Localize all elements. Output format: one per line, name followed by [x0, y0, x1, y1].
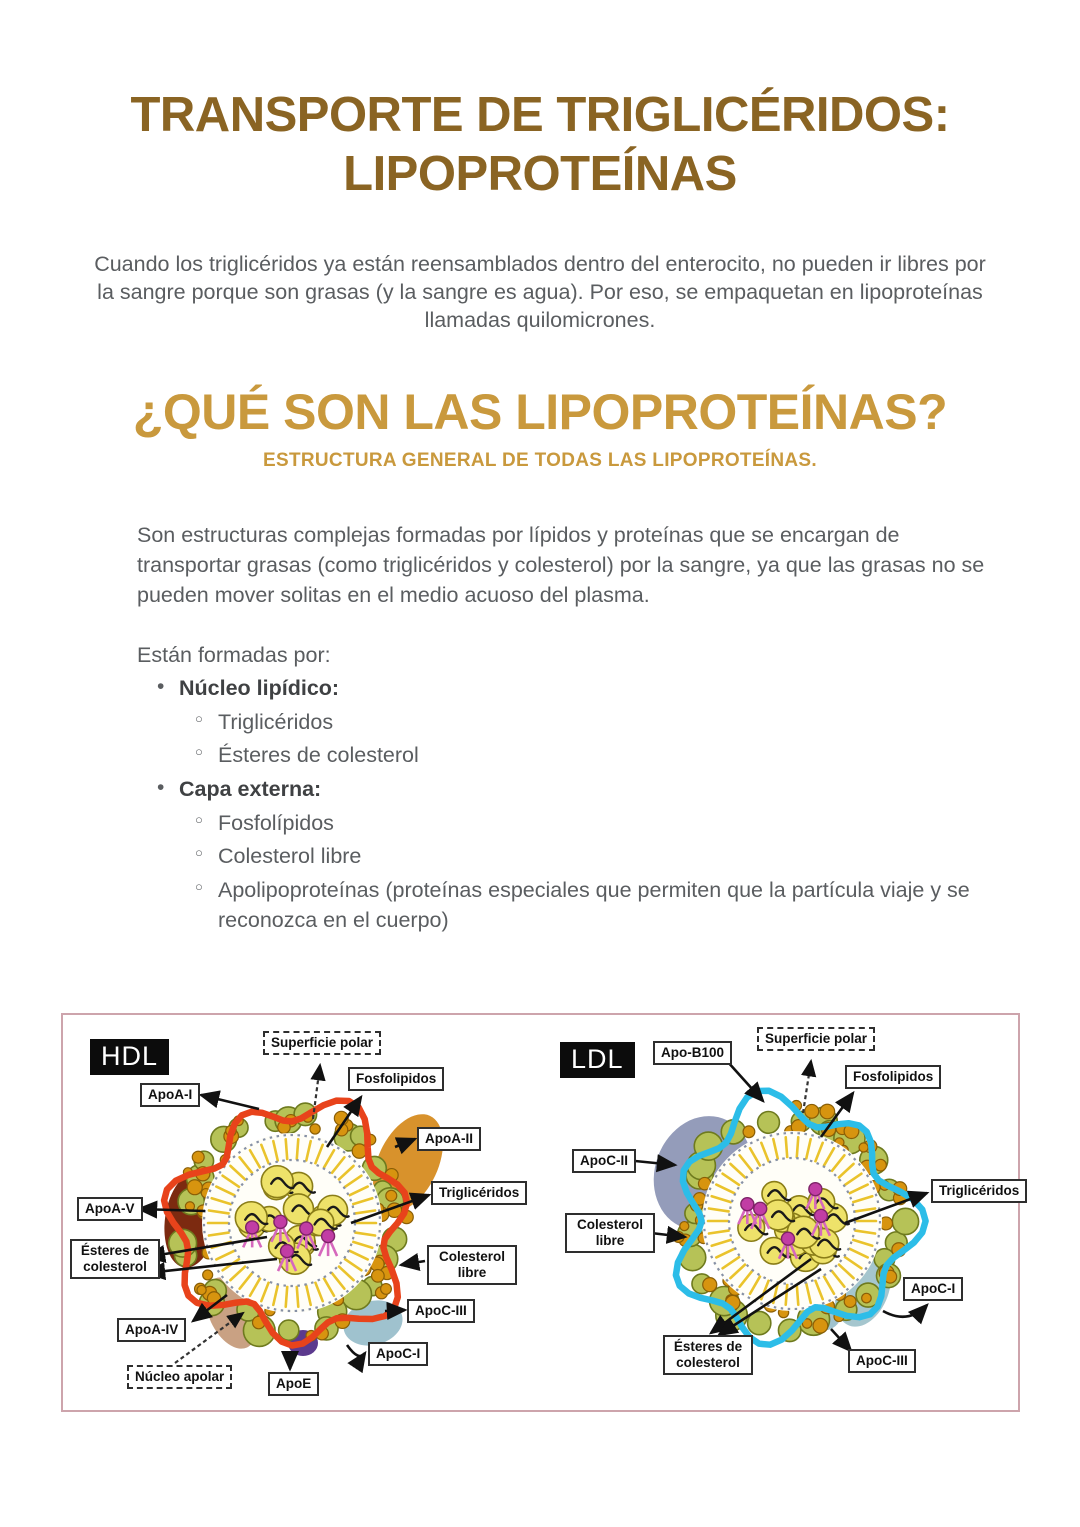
list-item-capa — [155, 775, 1080, 935]
ldl-label-apoc1: ApoC-I — [903, 1277, 963, 1301]
ldl-label-fosfolipidos: Fosfolipidos — [845, 1065, 941, 1089]
list-item: ○ Colesterol libre — [193, 842, 988, 872]
ldl-tag: LDL — [560, 1042, 635, 1078]
ldl-label-superficie-polar: Superficie polar — [757, 1027, 875, 1051]
page-title-line1: TRANSPORTE DE TRIGLICÉRIDOS: — [130, 88, 950, 142]
ldl-label-apob100: Apo-B100 — [653, 1041, 732, 1065]
list-item: ○ Triglicéridos — [193, 708, 988, 738]
hdl-label-trigliceridos: Triglicéridos — [431, 1181, 527, 1205]
hdl-label-superficie-polar: Superficie polar — [263, 1031, 381, 1055]
intro-paragraph: Cuando los triglicéridos ya están reensamblados dentro del enterocito, no pueden ir libres por la sangre porque son grasas (y la sangre es agua). Por eso, se empaquetan en lipoproteínas llamadas quilomicrones. — [94, 251, 986, 333]
page-title-line2: LIPOPROTEÍNAS — [343, 146, 737, 201]
hdl-label-apoc3: ApoC-III — [407, 1299, 475, 1323]
hdl-label-colesterol-libre: Colesterol libre — [427, 1245, 517, 1285]
list-intro: Están formadas por: — [137, 643, 331, 667]
list-item: ○ Ésteres de colesterol — [193, 741, 988, 771]
body-paragraph: Son estructuras complejas formadas por lípidos y proteínas que se encargan de transportar grasas (como triglicéridos y colesterol) por la sangre, ya que las grasas no se pueden mover solitas en el medio acuoso del plasma. — [137, 522, 985, 607]
nucleo-sublist — [193, 708, 1080, 771]
ldl-label-trigliceridos: Triglicéridos — [931, 1179, 1027, 1203]
hdl-label-esteres: Ésteres de colesterol — [70, 1239, 160, 1279]
capa-sublist — [193, 809, 1080, 936]
section-subheading: ESTRUCTURA GENERAL DE TODAS LAS LIPOPROTEÍNAS. — [263, 449, 817, 471]
list-item: ○ Apolipoproteínas (proteínas especiales que permiten que la partícula viaje y se reconozca en el cuerpo) — [193, 876, 988, 935]
hdl-label-apoe: ApoE — [268, 1372, 319, 1396]
list-item: ○ Fosfolípidos — [193, 809, 988, 839]
ldl-label-apoc3: ApoC-III — [848, 1349, 916, 1373]
hdl-label-apoa1: ApoA-I — [140, 1083, 200, 1107]
composition-list — [155, 674, 1080, 935]
ldl-label-esteres: Ésteres de colesterol — [663, 1335, 753, 1375]
ldl-label-apoc2: ApoC-II — [572, 1149, 636, 1173]
hdl-label-apoa5: ApoA-V — [77, 1197, 143, 1221]
hdl-label-nucleo-apolar: Núcleo apolar — [127, 1365, 232, 1389]
page-title — [40, 86, 1040, 204]
lipoprotein-figure — [61, 1013, 1020, 1412]
hdl-label-apoa2: ApoA-II — [417, 1127, 481, 1151]
section-heading: ¿QUÉ SON LAS LIPOPROTEÍNAS? — [132, 383, 948, 440]
hdl-label-fosfolipidos: Fosfolipidos — [348, 1067, 444, 1091]
list-item-nucleo-label: Núcleo lipídico: — [179, 676, 340, 701]
hdl-label-apoa4: ApoA-IV — [117, 1318, 186, 1342]
hdl-tag: HDL — [90, 1039, 169, 1075]
hdl-label-apoc1: ApoC-I — [368, 1342, 428, 1366]
ldl-label-colesterol-libre: Colesterol libre — [565, 1213, 655, 1253]
list-item-capa-label: Capa externa: — [179, 777, 322, 802]
list-item-nucleo — [155, 674, 1080, 771]
